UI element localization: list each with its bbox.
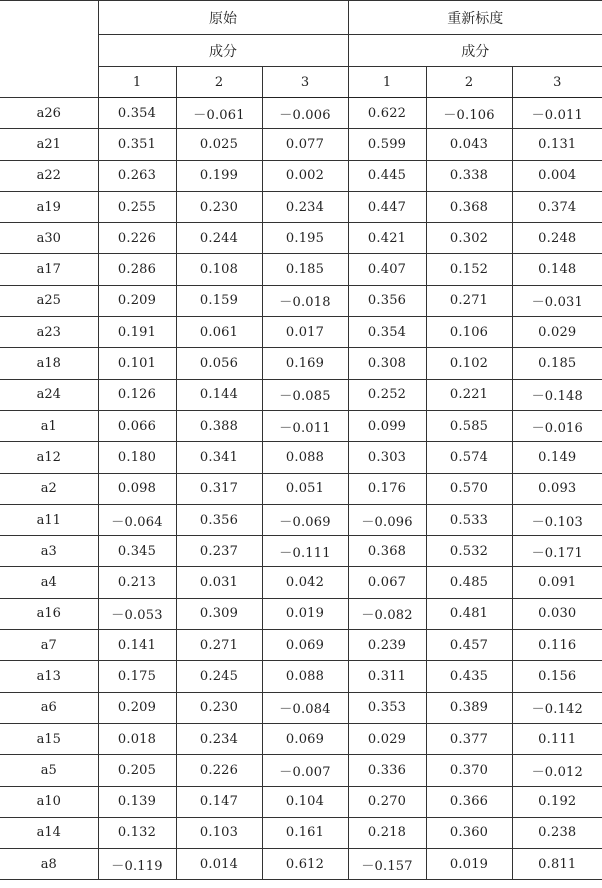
value-cell: 0.199: [176, 160, 262, 191]
value-cell: 0.144: [176, 379, 262, 410]
value-cell: 0.056: [176, 348, 262, 379]
value-cell: 0.345: [98, 536, 176, 567]
table-row: [0, 348, 602, 379]
row-label: a16: [0, 598, 98, 629]
value-cell: 0.237: [176, 536, 262, 567]
value-cell: 0.018: [98, 723, 176, 754]
value-cell: 0.180: [98, 442, 176, 473]
value-cell: －0.031: [512, 285, 602, 316]
component-number-header: 3: [262, 67, 348, 98]
value-cell: 0.356: [348, 285, 426, 316]
component-number-header: 1: [348, 67, 426, 98]
value-cell: 0.014: [176, 849, 262, 880]
value-cell: －0.085: [262, 379, 348, 410]
value-cell: 0.354: [98, 98, 176, 129]
value-cell: 0.374: [512, 191, 602, 222]
value-cell: 0.221: [426, 379, 512, 410]
value-cell: 0.388: [176, 410, 262, 441]
value-cell: 0.252: [348, 379, 426, 410]
value-cell: 0.354: [348, 317, 426, 348]
value-cell: 0.447: [348, 191, 426, 222]
value-cell: 0.239: [348, 630, 426, 661]
value-cell: 0.255: [98, 191, 176, 222]
table-row: [0, 630, 602, 661]
table-row: [0, 849, 602, 880]
value-cell: －0.103: [512, 504, 602, 535]
value-cell: －0.069: [262, 504, 348, 535]
value-cell: 0.102: [426, 348, 512, 379]
value-cell: 0.159: [176, 285, 262, 316]
value-cell: 0.116: [512, 630, 602, 661]
value-cell: 0.108: [176, 254, 262, 285]
value-cell: 0.226: [176, 755, 262, 786]
value-cell: 0.077: [262, 129, 348, 160]
value-cell: －0.012: [512, 755, 602, 786]
value-cell: 0.176: [348, 473, 426, 504]
corner-cell: [0, 1, 98, 98]
value-cell: 0.185: [262, 254, 348, 285]
value-cell: 0.435: [426, 661, 512, 692]
row-label: a3: [0, 536, 98, 567]
value-cell: 0.147: [176, 786, 262, 817]
table-row: [0, 661, 602, 692]
sub-header-rescaled: 成分: [348, 35, 602, 67]
value-cell: 0.017: [262, 317, 348, 348]
table-row: [0, 191, 602, 222]
value-cell: －0.111: [262, 536, 348, 567]
table-row: [0, 129, 602, 160]
value-cell: －0.007: [262, 755, 348, 786]
component-number-header: 1: [98, 67, 176, 98]
row-label: a8: [0, 849, 98, 880]
value-cell: －0.084: [262, 692, 348, 723]
value-cell: 0.317: [176, 473, 262, 504]
value-cell: 0.585: [426, 410, 512, 441]
component-number-header: 2: [176, 67, 262, 98]
value-cell: 0.338: [426, 160, 512, 191]
table-body: [0, 98, 602, 880]
row-label: a4: [0, 567, 98, 598]
table-row: [0, 410, 602, 441]
table-row: [0, 160, 602, 191]
value-cell: 0.218: [348, 817, 426, 848]
table-row: [0, 473, 602, 504]
value-cell: 0.029: [512, 317, 602, 348]
value-cell: 0.106: [426, 317, 512, 348]
row-label: a23: [0, 317, 98, 348]
value-cell: 0.302: [426, 223, 512, 254]
value-cell: 0.126: [98, 379, 176, 410]
value-cell: 0.025: [176, 129, 262, 160]
group-header-rescaled: 重新标度: [348, 1, 602, 35]
row-label: a2: [0, 473, 98, 504]
value-cell: 0.377: [426, 723, 512, 754]
value-cell: 0.088: [262, 661, 348, 692]
row-label: a19: [0, 191, 98, 222]
value-cell: 0.209: [98, 285, 176, 316]
table-row: [0, 98, 602, 129]
table-row: [0, 598, 602, 629]
table-row: [0, 223, 602, 254]
value-cell: 0.093: [512, 473, 602, 504]
value-cell: 0.156: [512, 661, 602, 692]
row-label: a17: [0, 254, 98, 285]
value-cell: 0.043: [426, 129, 512, 160]
value-cell: 0.351: [98, 129, 176, 160]
value-cell: 0.271: [176, 630, 262, 661]
value-cell: 0.445: [348, 160, 426, 191]
value-cell: 0.069: [262, 630, 348, 661]
table-row: [0, 567, 602, 598]
value-cell: －0.082: [348, 598, 426, 629]
row-label: a18: [0, 348, 98, 379]
value-cell: －0.142: [512, 692, 602, 723]
table-row: [0, 786, 602, 817]
value-cell: 0.030: [512, 598, 602, 629]
value-cell: 0.336: [348, 755, 426, 786]
value-cell: 0.248: [512, 223, 602, 254]
row-label: a22: [0, 160, 98, 191]
value-cell: 0.029: [348, 723, 426, 754]
value-cell: －0.096: [348, 504, 426, 535]
value-cell: 0.421: [348, 223, 426, 254]
value-cell: 0.213: [98, 567, 176, 598]
value-cell: 0.389: [426, 692, 512, 723]
value-cell: 0.311: [348, 661, 426, 692]
value-cell: 0.532: [426, 536, 512, 567]
value-cell: 0.185: [512, 348, 602, 379]
value-cell: 0.101: [98, 348, 176, 379]
table-row: [0, 817, 602, 848]
value-cell: 0.051: [262, 473, 348, 504]
row-label: a30: [0, 223, 98, 254]
value-cell: 0.303: [348, 442, 426, 473]
row-label: a13: [0, 661, 98, 692]
value-cell: 0.066: [98, 410, 176, 441]
row-label: a26: [0, 98, 98, 129]
value-cell: 0.612: [262, 849, 348, 880]
table-row: [0, 317, 602, 348]
value-cell: 0.356: [176, 504, 262, 535]
row-label: a12: [0, 442, 98, 473]
table-row: [0, 755, 602, 786]
value-cell: 0.309: [176, 598, 262, 629]
row-label: a11: [0, 504, 98, 535]
value-cell: 0.192: [512, 786, 602, 817]
value-cell: 0.091: [512, 567, 602, 598]
table-row: [0, 504, 602, 535]
value-cell: 0.368: [426, 191, 512, 222]
value-cell: 0.366: [426, 786, 512, 817]
component-number-header: 2: [426, 67, 512, 98]
value-cell: 0.244: [176, 223, 262, 254]
value-cell: 0.131: [512, 129, 602, 160]
value-cell: 0.002: [262, 160, 348, 191]
value-cell: 0.098: [98, 473, 176, 504]
table-header: [0, 1, 602, 98]
row-label: a10: [0, 786, 98, 817]
value-cell: 0.191: [98, 317, 176, 348]
value-cell: 0.149: [512, 442, 602, 473]
value-cell: 0.485: [426, 567, 512, 598]
value-cell: 0.353: [348, 692, 426, 723]
value-cell: 0.574: [426, 442, 512, 473]
value-cell: －0.157: [348, 849, 426, 880]
value-cell: 0.019: [262, 598, 348, 629]
value-cell: 0.205: [98, 755, 176, 786]
value-cell: －0.053: [98, 598, 176, 629]
row-label: a21: [0, 129, 98, 160]
row-label: a7: [0, 630, 98, 661]
value-cell: 0.141: [98, 630, 176, 661]
value-cell: 0.226: [98, 223, 176, 254]
value-cell: 0.286: [98, 254, 176, 285]
value-cell: 0.368: [348, 536, 426, 567]
value-cell: 0.811: [512, 849, 602, 880]
value-cell: 0.139: [98, 786, 176, 817]
table-row: [0, 254, 602, 285]
value-cell: 0.031: [176, 567, 262, 598]
value-cell: －0.148: [512, 379, 602, 410]
value-cell: －0.006: [262, 98, 348, 129]
row-label: a24: [0, 379, 98, 410]
value-cell: 0.152: [426, 254, 512, 285]
value-cell: 0.111: [512, 723, 602, 754]
value-cell: 0.533: [426, 504, 512, 535]
sub-header-raw: 成分: [98, 35, 348, 67]
value-cell: 0.234: [176, 723, 262, 754]
value-cell: 0.570: [426, 473, 512, 504]
value-cell: 0.481: [426, 598, 512, 629]
table-row: [0, 692, 602, 723]
value-cell: 0.270: [348, 786, 426, 817]
value-cell: 0.230: [176, 692, 262, 723]
value-cell: 0.069: [262, 723, 348, 754]
value-cell: 0.234: [262, 191, 348, 222]
value-cell: 0.161: [262, 817, 348, 848]
value-cell: －0.016: [512, 410, 602, 441]
value-cell: 0.004: [512, 160, 602, 191]
value-cell: 0.103: [176, 817, 262, 848]
row-label: a1: [0, 410, 98, 441]
row-label: a14: [0, 817, 98, 848]
value-cell: 0.061: [176, 317, 262, 348]
value-cell: 0.341: [176, 442, 262, 473]
group-header-raw: 原始: [98, 1, 348, 35]
value-cell: 0.175: [98, 661, 176, 692]
value-cell: 0.132: [98, 817, 176, 848]
value-cell: －0.064: [98, 504, 176, 535]
value-cell: 0.169: [262, 348, 348, 379]
value-cell: 0.042: [262, 567, 348, 598]
value-cell: 0.209: [98, 692, 176, 723]
table-row: [0, 379, 602, 410]
value-cell: 0.195: [262, 223, 348, 254]
value-cell: 0.245: [176, 661, 262, 692]
value-cell: －0.011: [262, 410, 348, 441]
table-row: [0, 723, 602, 754]
value-cell: 0.019: [426, 849, 512, 880]
value-cell: －0.061: [176, 98, 262, 129]
value-cell: 0.067: [348, 567, 426, 598]
value-cell: 0.599: [348, 129, 426, 160]
value-cell: 0.088: [262, 442, 348, 473]
table-row: [0, 285, 602, 316]
table-row: [0, 536, 602, 567]
value-cell: 0.271: [426, 285, 512, 316]
row-label: a6: [0, 692, 98, 723]
value-cell: 0.622: [348, 98, 426, 129]
value-cell: 0.099: [348, 410, 426, 441]
value-cell: 0.263: [98, 160, 176, 191]
value-cell: －0.011: [512, 98, 602, 129]
value-cell: 0.230: [176, 191, 262, 222]
table-row: [0, 442, 602, 473]
value-cell: －0.106: [426, 98, 512, 129]
row-label: a5: [0, 755, 98, 786]
value-cell: 0.104: [262, 786, 348, 817]
value-cell: 0.148: [512, 254, 602, 285]
value-cell: 0.407: [348, 254, 426, 285]
value-cell: －0.171: [512, 536, 602, 567]
value-cell: 0.238: [512, 817, 602, 848]
value-cell: 0.370: [426, 755, 512, 786]
value-cell: 0.360: [426, 817, 512, 848]
value-cell: －0.018: [262, 285, 348, 316]
row-label: a15: [0, 723, 98, 754]
value-cell: 0.457: [426, 630, 512, 661]
value-cell: －0.119: [98, 849, 176, 880]
row-label: a25: [0, 285, 98, 316]
value-cell: 0.308: [348, 348, 426, 379]
component-number-header: 3: [512, 67, 602, 98]
